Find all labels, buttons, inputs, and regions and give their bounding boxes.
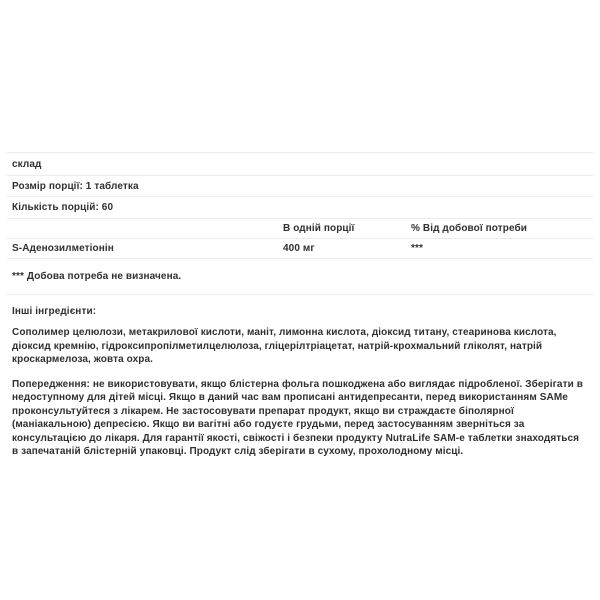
- warnings-section: [7, 378, 593, 459]
- supplement-label: [7, 0, 593, 459]
- table-row: [7, 239, 593, 259]
- servings-count-row: [7, 197, 593, 219]
- other-ingredients-title: Інші інгредієнти:: [12, 306, 97, 317]
- other-ingredients-text: Сополимер целюлози, метакрилової кислоти, маніт, лимонна кислота, діоксид титану, стеаринова кислота, діоксид кремнію, гідроксипропілметилцелюлоза, гліцерілтріацетат, натрій-крохмальний гліколят, натрій кроскармелоза, жовта охра.: [12, 327, 557, 365]
- supplement-facts-table: [7, 152, 593, 295]
- ingredient-name: S-Аденозилметіонін: [12, 243, 114, 254]
- servings-count-text: Кількість порцій: 60: [12, 202, 114, 213]
- section-title: склад: [12, 158, 42, 170]
- footnote-text: *** Добова потреба не визначена.: [12, 271, 182, 282]
- other-ingredients-section: [7, 306, 593, 367]
- section-title-row: [7, 153, 593, 176]
- ingredient-amount: 400 мг: [283, 243, 315, 254]
- serving-size-text: Розмір порції: 1 таблетка: [12, 180, 139, 192]
- warnings-text: Попередження: не використовувати, якщо блістерна фольга пошкоджена або виглядає підробленої. Зберігати в недоступному для дітей місці. Якщо в даний час вам прописані антидепресанти, перед використанням SAMe проконсультуйтеся з лікарем. Не застосовувати препарат продукт, якщо ви страждаєте біполярної (маніакальною) депресією. Якщо ви вагітні або годуєте грудьми, перед застосуванням зверніться за консультацією до лікаря. Для гарантії якості, свіжості і безпеки продукту NutraLife SAM-е таблетки знаходяться в запечатаній блістерній упаковці. Продукт слід зберігати в сухому, прохолодному місці.: [12, 378, 583, 457]
- ingredient-daily-value: ***: [411, 243, 423, 254]
- column-header-amount: В одній порції: [283, 223, 355, 234]
- serving-size-row: [7, 176, 593, 197]
- table-header-row: [7, 219, 593, 239]
- footnote-row: [7, 259, 593, 295]
- column-header-daily-value: % Від добової потреби: [411, 223, 528, 234]
